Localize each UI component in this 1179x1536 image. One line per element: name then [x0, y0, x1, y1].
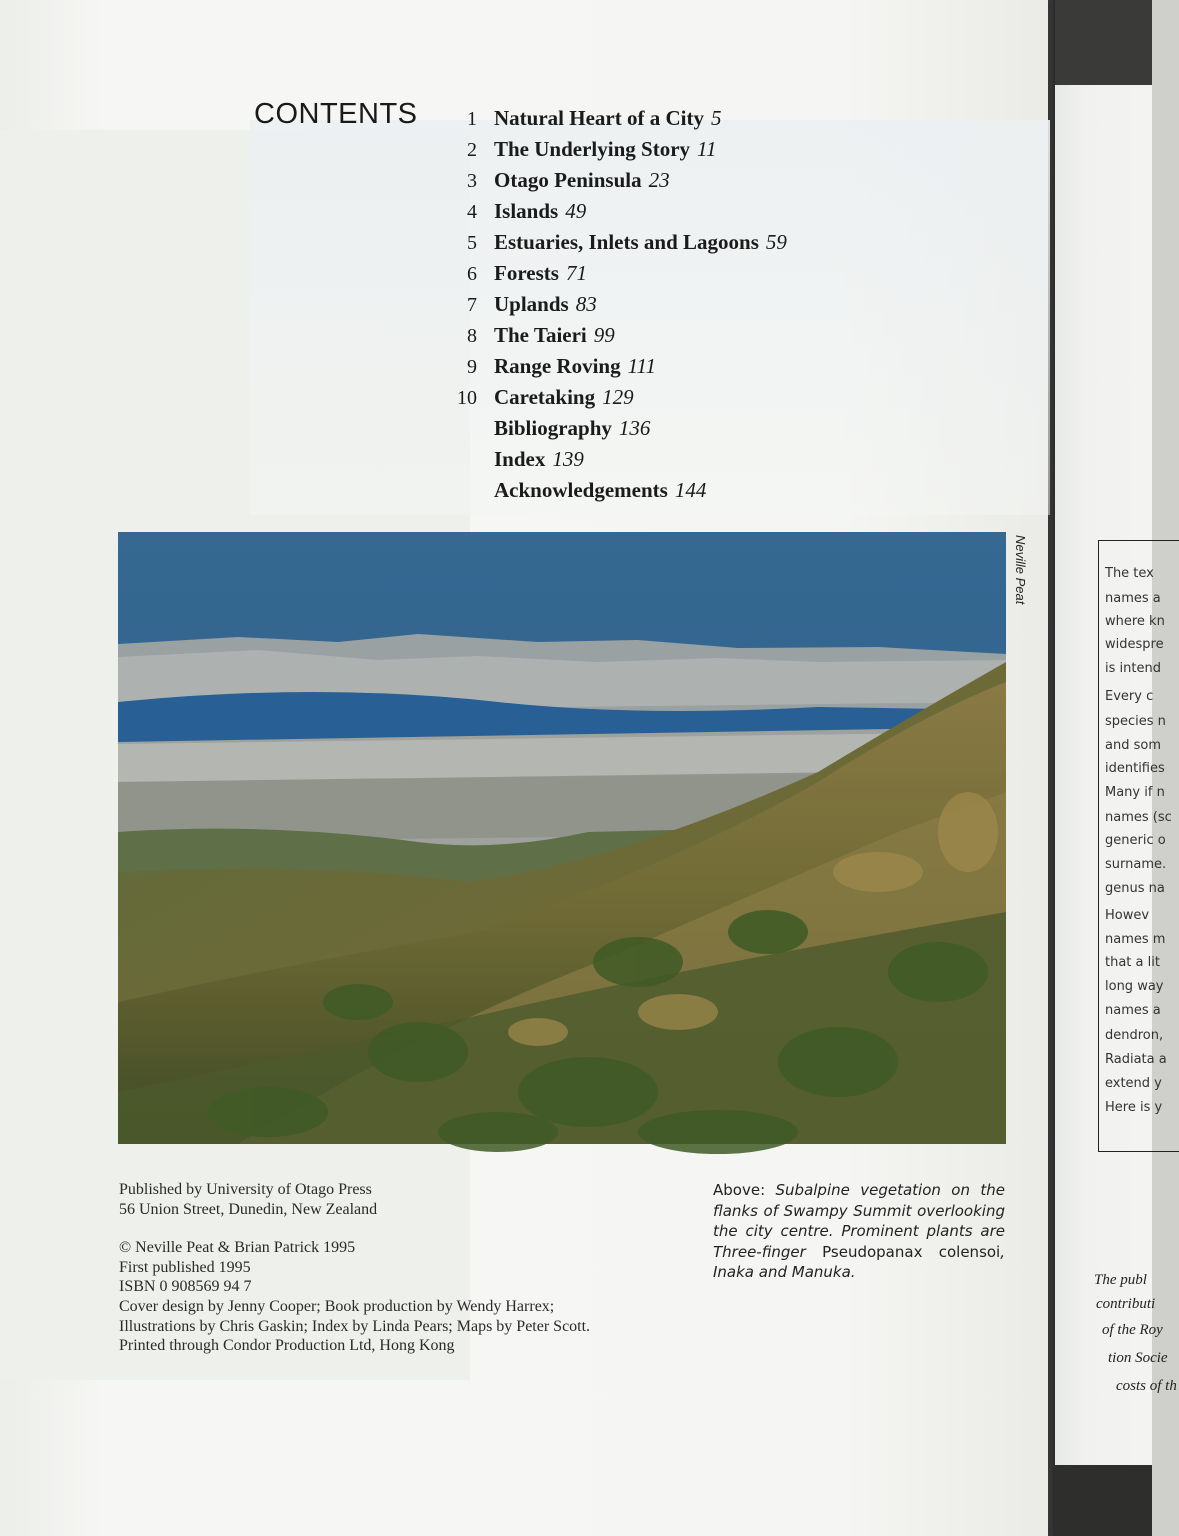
facing-page-line: is intend [1105, 661, 1161, 676]
toc-title: The Underlying Story [494, 137, 691, 161]
toc-page-number: 99 [593, 323, 615, 347]
toc-page-number: 139 [552, 447, 584, 471]
toc-entry [450, 444, 870, 475]
facing-page-line: widespre [1105, 637, 1164, 652]
facing-page-text-box [1098, 540, 1179, 1152]
caption-prefix: Above: [713, 1181, 776, 1199]
toc-entry [450, 475, 870, 506]
toc-title: Bibliography [494, 416, 612, 440]
facing-page-line: generic o [1105, 833, 1166, 848]
facing-page-line: species n [1105, 714, 1166, 729]
table-of-contents [450, 103, 870, 506]
toc-entry [450, 320, 870, 351]
toc-title: Natural Heart of a City [494, 106, 704, 130]
facing-page-line: identifies [1105, 761, 1165, 776]
toc-page-number: 5 [710, 106, 722, 130]
facing-page-line: names (sc [1105, 810, 1172, 825]
caption-species-name: Pseudopanax colensoi [822, 1242, 1001, 1261]
contents-heading: CONTENTS [254, 98, 418, 130]
facing-page-line: names a [1105, 591, 1161, 606]
toc-number: 8 [467, 325, 477, 347]
toc-title: Forests [494, 261, 559, 285]
facing-page-line: extend y [1105, 1076, 1162, 1091]
illustration-credits-line: Illustrations by Chris Gaskin; Index by Linda Pears; Maps by Peter Scott. [119, 1317, 591, 1335]
facing-page-note-line: The publ [1094, 1272, 1147, 1288]
toc-title: Index [494, 447, 546, 471]
toc-entry [450, 351, 870, 382]
toc-entry [450, 165, 870, 196]
toc-page-number: 71 [565, 261, 587, 285]
toc-number: 2 [467, 139, 477, 161]
toc-title: Otago Peninsula [494, 168, 642, 192]
toc-page-number: 83 [575, 292, 597, 316]
toc-page-number: 136 [618, 416, 651, 440]
toc-page-number: 59 [765, 230, 787, 254]
copyright-line: © Neville Peat & Brian Patrick 1995 [119, 1239, 356, 1257]
toc-entry [450, 258, 870, 289]
publisher-line: Published by University of Otago Press [119, 1181, 372, 1198]
toc-page-number: 11 [697, 137, 717, 161]
facing-page-note-line: tion Socie [1108, 1350, 1168, 1366]
facing-page-line: surname. [1105, 857, 1167, 872]
toc-page-number: 129 [602, 385, 634, 409]
toc-number: 9 [467, 356, 477, 378]
toc-entry [450, 103, 870, 134]
toc-number: 4 [467, 201, 477, 223]
landscape-photo [118, 532, 1006, 1144]
toc-entry [450, 382, 870, 413]
facing-page-line: long way [1105, 979, 1164, 994]
facing-page-line: genus na [1105, 881, 1165, 896]
caption-italic-1: Subalpine vegetation on the flanks of Swampy Summit overlooking the city centre. Prominent plants are Three-finger [713, 1181, 1005, 1261]
toc-entry [450, 413, 870, 444]
toc-number: 3 [467, 170, 477, 192]
address-line: 56 Union Street, Dunedin, New Zealand [119, 1200, 378, 1218]
facing-page-line: that a lit [1105, 955, 1160, 970]
toc-number: 1 [467, 108, 477, 130]
facing-page-line: dendron, [1105, 1028, 1164, 1043]
toc-title: Islands [494, 199, 559, 223]
printer-line: Printed through Condor Production Ltd, Hong Kong [119, 1337, 455, 1355]
toc-title: Caretaking [494, 385, 596, 409]
facing-page-line: Many if n [1105, 785, 1165, 800]
isbn-line: ISBN 0 908569 94 7 [119, 1278, 252, 1296]
facing-page-line: The tex [1105, 566, 1154, 581]
facing-page-italic-note [1094, 1270, 1177, 1440]
toc-number: 7 [467, 294, 477, 316]
facing-page-line: and som [1105, 738, 1161, 753]
toc-title: The Taieri [494, 323, 587, 347]
facing-page-note-line: of the Roy [1102, 1322, 1163, 1338]
photo-caption [713, 1180, 1005, 1283]
facing-page-line: Every c [1105, 689, 1154, 704]
toc-entry [450, 289, 870, 320]
toc-number: 10 [457, 387, 477, 409]
toc-title: Acknowledgements [494, 478, 668, 502]
first-published-line: First published 1995 [119, 1258, 251, 1276]
toc-title: Range Roving [494, 354, 621, 378]
toc-number: 5 [467, 232, 477, 254]
photo-credit: Neville Peat [1013, 535, 1028, 605]
toc-entry [450, 227, 870, 258]
toc-number: 6 [467, 263, 477, 285]
toc-page-number: 144 [674, 478, 707, 502]
toc-title: Uplands [494, 292, 569, 316]
toc-title: Estuaries, Inlets and Lagoons [494, 230, 759, 254]
facing-page-note-line: costs of th [1116, 1378, 1177, 1394]
landscape-photo-image [118, 532, 1006, 1144]
toc-page-number: 111 [627, 354, 656, 378]
caption-italic-2: , Inaka and Manuka. [713, 1242, 1006, 1281]
toc-page-number: 23 [648, 168, 670, 192]
facing-page-note-line: contributi [1096, 1296, 1156, 1312]
facing-page-line: where kn [1105, 614, 1165, 629]
design-credits-line: Cover design by Jenny Cooper; Book production by Wendy Harrex; [119, 1297, 555, 1315]
toc-entry [450, 134, 870, 165]
toc-entry [450, 196, 870, 227]
publication-imprint [119, 1180, 679, 1356]
facing-page-line: names m [1105, 932, 1166, 947]
facing-page-line: names a [1105, 1003, 1161, 1018]
toc-page-number: 49 [565, 199, 587, 223]
facing-page-line: Howev [1105, 908, 1150, 923]
facing-page-line: Here is y [1105, 1100, 1163, 1115]
facing-page-line: Radiata a [1105, 1052, 1167, 1067]
